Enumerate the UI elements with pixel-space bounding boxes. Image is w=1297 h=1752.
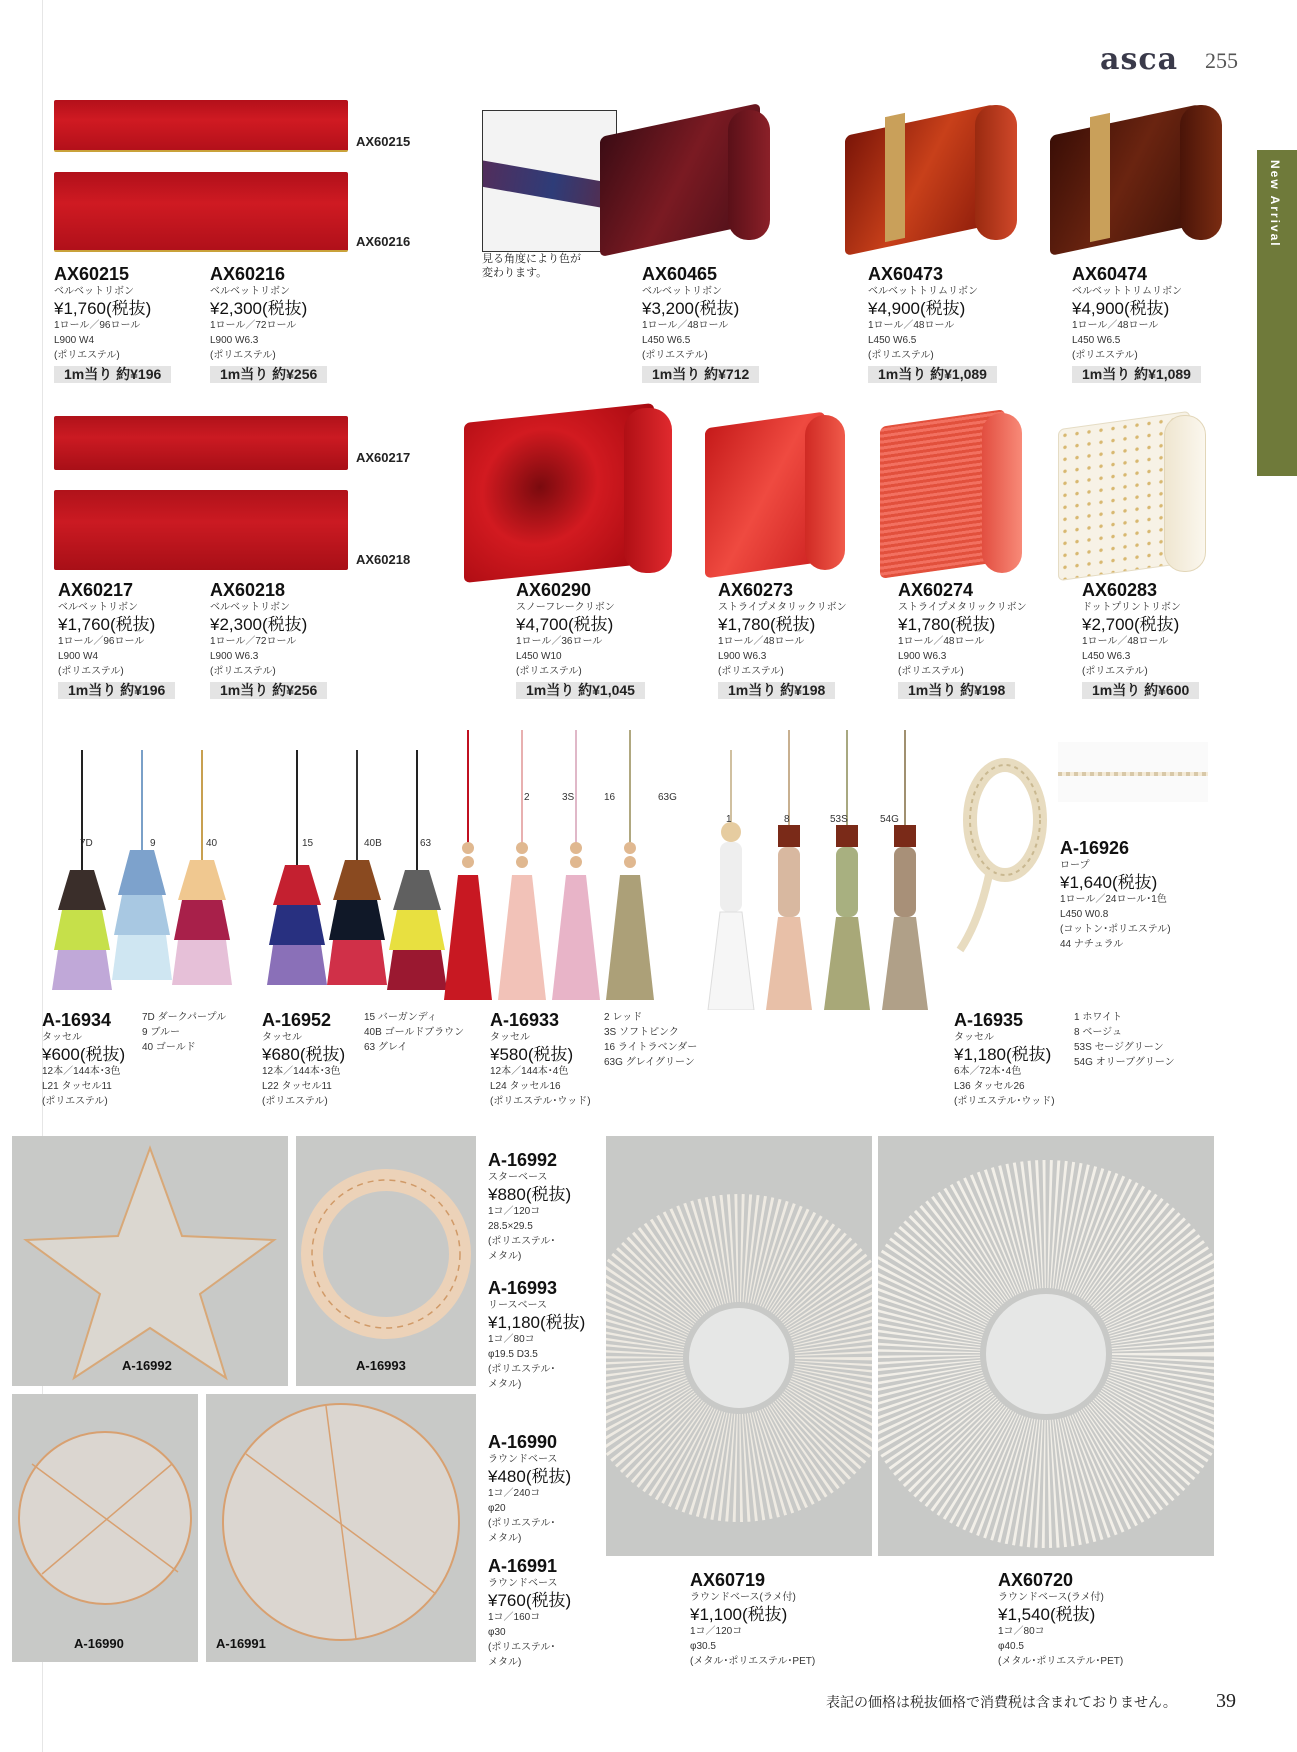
product-code: A-16926 [1060, 838, 1130, 858]
tassel-a16935-beige [766, 730, 812, 1010]
product-size: L450 W6.5 [868, 335, 917, 346]
legend-row [142, 1040, 226, 1055]
brand-logo: asca [1100, 42, 1179, 77]
photo-label: A-16990 [74, 1636, 124, 1651]
tassel-a16952-grey [387, 750, 447, 990]
ribbon-label: AX60216 [356, 234, 411, 249]
product-qty: 1ロール／96ロール [58, 636, 145, 647]
ribbon-photo-ax60217 [54, 416, 348, 470]
round20-base-graphic [12, 1394, 198, 1662]
legend-row [604, 1025, 697, 1040]
product-name: ベルベットリボン [210, 602, 290, 613]
product-material: メタル) [488, 1533, 522, 1544]
tassel-tag: 7D [80, 838, 93, 849]
unit-price: 1m当り 約¥196 [58, 682, 175, 699]
legend-label: ホワイト [1082, 1012, 1123, 1023]
product-ax60474 [1072, 264, 1201, 384]
legend-row [1074, 1010, 1175, 1025]
color-number: 44 [1060, 939, 1072, 950]
product-qty: 1ロール／48ロール [868, 320, 955, 331]
product-qty: 1コ／160コ [488, 1612, 541, 1623]
color-legend-a16952 [364, 1010, 464, 1055]
product-size: L900 W4 [58, 651, 99, 662]
tassel-tag: 63G [658, 792, 677, 803]
side-tab [1257, 150, 1297, 476]
product-ax60719 [690, 1570, 815, 1669]
product-price: ¥4,900(税抜) [868, 299, 966, 318]
product-material: (ポリエステル) [210, 666, 276, 677]
legend-row [364, 1025, 464, 1040]
rope-detail-inset [1058, 742, 1208, 802]
product-ax60217 [58, 580, 175, 700]
legend-label: ゴールドブラウン [384, 1027, 465, 1038]
product-name: ベルベットリボン [642, 286, 722, 297]
product-size: L450 W10 [516, 651, 562, 662]
product-code: AX60217 [58, 580, 134, 600]
product-ax60473 [868, 264, 997, 384]
product-qty: 12本／144本･3色 [42, 1066, 121, 1077]
tassel-a16935-white [708, 750, 754, 1010]
product-code: A-16934 [42, 1010, 112, 1030]
product-code: AX60274 [898, 580, 974, 600]
product-price: ¥1,760(税抜) [58, 615, 156, 634]
product-ax60274 [898, 580, 1027, 700]
product-qty: 1コ／120コ [690, 1626, 743, 1637]
legend-row [364, 1010, 464, 1025]
round30-base-graphic [206, 1394, 476, 1662]
product-a16952 [262, 1010, 345, 1109]
ribbon-label: AX60218 [356, 552, 411, 567]
product-name: ストライプメタリックリボン [898, 602, 1027, 613]
product-name: ラウンドベース(ラメ付) [690, 1592, 796, 1603]
legend-num: 2 [604, 1012, 610, 1023]
legend-label: グレイ [377, 1042, 408, 1053]
product-name: タッセル [42, 1032, 82, 1043]
product-material: (ポリエステル) [262, 1096, 328, 1107]
photo-lame-base-30 [606, 1136, 872, 1556]
product-price: ¥2,300(税抜) [210, 615, 308, 634]
product-qty: 1ロール／72ロール [210, 320, 297, 331]
product-price: ¥580(税抜) [490, 1045, 574, 1064]
product-qty: 1コ／80コ [998, 1626, 1045, 1637]
unit-price: 1m当り 約¥1,089 [868, 366, 997, 383]
product-name: ドットプリントリボン [1082, 602, 1181, 613]
product-material: メタル) [488, 1379, 522, 1390]
legend-num: 8 [1074, 1027, 1080, 1038]
product-name: ベルベットリボン [54, 286, 134, 297]
tassel-a16935-sage [824, 730, 870, 1010]
product-material: (ポリエステル･ [488, 1518, 556, 1529]
ribbon-detail-swatch [482, 158, 617, 215]
tassel-tag: 63 [420, 838, 432, 849]
color-note [482, 252, 581, 280]
product-material: (ポリエステル) [1072, 350, 1138, 361]
color-note-line: 変わります。 [482, 267, 548, 279]
product-size: L900 W6.3 [210, 335, 259, 346]
color-legend-a16934 [142, 1010, 226, 1055]
product-price: ¥760(税抜) [488, 1591, 572, 1610]
legend-label: ゴールド [155, 1042, 196, 1053]
photo-star-base [12, 1136, 288, 1386]
product-code: AX60290 [516, 580, 592, 600]
legend-row [142, 1025, 226, 1040]
product-name: ベルベットリボン [210, 286, 290, 297]
product-qty: 1ロール／24ロール･1色 [1060, 894, 1167, 905]
product-code: A-16991 [488, 1556, 558, 1576]
legend-row [364, 1040, 464, 1055]
unit-price: 1m当り 約¥256 [210, 682, 327, 699]
product-a16992 [488, 1150, 571, 1264]
tassel-tag: 16 [604, 792, 616, 803]
tassel-photos [40, 730, 980, 1010]
legend-num: 1 [1074, 1012, 1080, 1023]
product-name: スターベース [488, 1172, 548, 1183]
legend-row [604, 1055, 697, 1070]
product-size: L900 W6.3 [210, 651, 259, 662]
tassel-tag: 1 [726, 814, 732, 825]
ribbon-roll-ax60274 [880, 408, 1020, 576]
product-material: (ポリエステル) [718, 666, 784, 677]
product-price: ¥1,180(税抜) [954, 1045, 1052, 1064]
legend-num: 54G [1074, 1057, 1093, 1068]
product-size: L450 W6.5 [1072, 335, 1121, 346]
product-material: (ポリエステル･ウッド) [490, 1096, 591, 1107]
product-qty: 6本／72本･4色 [954, 1066, 1022, 1077]
wreath-base-graphic [296, 1136, 476, 1386]
product-a16935 [954, 1010, 1055, 1109]
star-base-graphic [12, 1136, 288, 1386]
legend-num: 7D [142, 1012, 155, 1023]
product-price: ¥3,200(税抜) [642, 299, 740, 318]
ribbon-label: AX60215 [356, 134, 411, 149]
product-price: ¥600(税抜) [42, 1045, 126, 1064]
product-price: ¥1,640(税抜) [1060, 873, 1158, 892]
tassel-tag: 15 [302, 838, 314, 849]
product-a16991 [488, 1556, 571, 1670]
product-material: (メタル･ポリエステル･PET) [998, 1656, 1124, 1667]
ribbon-roll-ax60273 [705, 410, 845, 575]
ribbon-roll-ax60290 [464, 408, 674, 578]
tassel-a16933-lavender [552, 730, 600, 1000]
product-material: (ポリエステル) [898, 666, 964, 677]
product-code: A-16992 [488, 1150, 558, 1170]
legend-num: 40B [364, 1027, 382, 1038]
product-size: L36 タッセル26 [954, 1081, 1025, 1092]
tassel-a16933-pink [498, 730, 546, 1000]
ribbon-roll-ax60473 [845, 95, 1020, 250]
legend-num: 9 [142, 1027, 148, 1038]
product-size: φ30 [488, 1627, 506, 1638]
product-qty: 1ロール／48ロール [898, 636, 985, 647]
legend-label: ダークパープル [157, 1012, 227, 1023]
product-name: ベルベットトリムリボン [1072, 286, 1182, 297]
product-name: ラウンドベース [488, 1454, 558, 1465]
product-ax60218 [210, 580, 327, 700]
product-code: AX60720 [998, 1570, 1074, 1590]
product-size: φ20 [488, 1503, 506, 1514]
product-price: ¥2,300(税抜) [210, 299, 308, 318]
product-qty: 1ロール／48ロール [718, 636, 805, 647]
tassel-tag: 40 [206, 838, 218, 849]
product-a16933 [490, 1010, 591, 1109]
product-material: (ポリエステル) [58, 666, 124, 677]
product-code: AX60215 [54, 264, 130, 284]
product-price: ¥4,700(税抜) [516, 615, 614, 634]
tassel-tag: 3S [562, 792, 575, 803]
product-qty: 1ロール／72ロール [210, 636, 297, 647]
product-name: ロープ [1060, 860, 1090, 871]
photo-label: A-16993 [356, 1358, 406, 1373]
product-material: (ポリエステル) [642, 350, 708, 361]
product-price: ¥4,900(税抜) [1072, 299, 1170, 318]
legend-label: ソフトピンク [619, 1027, 679, 1038]
product-size: φ40.5 [998, 1641, 1024, 1652]
product-material: メタル) [488, 1251, 522, 1262]
product-code: AX60283 [1082, 580, 1158, 600]
product-qty: 1ロール／96ロール [54, 320, 141, 331]
product-ax60283 [1082, 580, 1199, 700]
product-size: L450 W0.8 [1060, 909, 1109, 920]
tassel-a16952-burgundy [267, 750, 327, 985]
product-material: (ポリエステル･ [488, 1236, 556, 1247]
product-code: A-16933 [490, 1010, 560, 1030]
product-code: AX60473 [868, 264, 944, 284]
rope-spool-photo [950, 750, 1060, 960]
ribbon-roll-ax60283 [1058, 410, 1203, 575]
product-qty: 1ロール／36ロール [516, 636, 603, 647]
product-material: (コットン･ポリエステル) [1060, 924, 1171, 935]
product-material: (ポリエステル) [868, 350, 934, 361]
legend-num: 15 [364, 1012, 376, 1023]
product-price: ¥1,100(税抜) [690, 1605, 788, 1624]
product-name: タッセル [954, 1032, 994, 1043]
ribbon-label: AX60217 [356, 450, 411, 465]
product-ax60273 [718, 580, 847, 700]
unit-price: 1m当り 約¥712 [642, 366, 759, 383]
color-legend-a16933 [604, 1010, 697, 1070]
product-code: A-16990 [488, 1432, 558, 1452]
product-qty: 1ロール／48ロール [1072, 320, 1159, 331]
tassel-tag: 2 [524, 792, 530, 803]
product-code: A-16935 [954, 1010, 1024, 1030]
product-name: ラウンドベース(ラメ付) [998, 1592, 1104, 1603]
product-size: L22 タッセル11 [262, 1081, 332, 1092]
legend-row [604, 1010, 697, 1025]
page-number-bottom: 39 [1216, 1690, 1236, 1712]
product-size: L900 W6.3 [898, 651, 947, 662]
unit-price: 1m当り 約¥198 [898, 682, 1015, 699]
legend-num: 53S [1074, 1042, 1092, 1053]
product-qty: 1ロール／48ロール [1082, 636, 1169, 647]
tassel-tag: 53S [830, 814, 848, 825]
ribbon-photo-ax60216 [54, 172, 348, 252]
legend-label: ブルー [150, 1027, 180, 1038]
product-name: タッセル [262, 1032, 302, 1043]
legend-num: 40 [142, 1042, 154, 1053]
tassel-a16934-dark [52, 750, 112, 990]
product-code: AX60216 [210, 264, 286, 284]
product-price: ¥2,700(税抜) [1082, 615, 1180, 634]
tax-note: 表記の価格は税抜価格で消費税は含まれておりません。 [826, 1694, 1177, 1710]
product-qty: 1ロール／48ロール [642, 320, 729, 331]
product-size: 28.5×29.5 [488, 1221, 533, 1232]
product-ax60290 [516, 580, 645, 700]
legend-num: 3S [604, 1027, 617, 1038]
product-name: タッセル [490, 1032, 530, 1043]
product-a16990 [488, 1432, 571, 1546]
product-material: (ポリエステル) [516, 666, 582, 677]
rope-color [1060, 937, 1171, 952]
product-material: (ポリエステル･ [488, 1364, 556, 1375]
legend-label: ライトラベンダー [617, 1042, 698, 1053]
product-price: ¥1,180(税抜) [488, 1313, 586, 1332]
product-a16934 [42, 1010, 125, 1109]
tassel-tag: 40B [364, 838, 382, 849]
product-material: (ポリエステル) [54, 350, 120, 361]
product-qty: 1コ／80コ [488, 1334, 535, 1345]
product-name: ベルベットリボン [58, 602, 138, 613]
product-material: (ポリエステル) [210, 350, 276, 361]
legend-label: レッド [612, 1012, 643, 1023]
product-price: ¥1,760(税抜) [54, 299, 152, 318]
product-code: A-16952 [262, 1010, 332, 1030]
product-ax60465 [642, 264, 759, 384]
product-material: (ポリエステル) [1082, 666, 1148, 677]
ribbon-photo-ax60215 [54, 100, 348, 152]
product-name: スノーフレークリボン [516, 602, 615, 613]
legend-label: オリーブグリーン [1095, 1057, 1175, 1068]
ribbon-roll-ax60465 [600, 100, 775, 250]
tassel-a16934-gold [172, 750, 232, 985]
product-qty: 12本／144本･4色 [490, 1066, 569, 1077]
tassel-a16933-grey-green [606, 730, 654, 1000]
color-legend-a16935 [1074, 1010, 1175, 1070]
product-price: ¥1,540(税抜) [998, 1605, 1096, 1624]
product-name: ストライプメタリックリボン [718, 602, 847, 613]
product-size: L900 W4 [54, 335, 95, 346]
legend-label: グレイグリーン [625, 1057, 695, 1068]
tassel-tag: 54G [880, 814, 899, 825]
side-tab-label: New Arrival [1268, 160, 1282, 248]
tassel-a16933-red [444, 730, 492, 1000]
photo-wreath-base [296, 1136, 476, 1386]
unit-price: 1m当り 約¥600 [1082, 682, 1199, 699]
product-size: L21 タッセル11 [42, 1081, 112, 1092]
product-size: φ30.5 [690, 1641, 716, 1652]
product-name: リースベース [488, 1300, 547, 1311]
photo-lame-base-40 [878, 1136, 1214, 1556]
product-material: (ポリエステル･ [488, 1642, 556, 1653]
photo-label: A-16991 [216, 1636, 266, 1651]
legend-row [1074, 1055, 1175, 1070]
product-name: ベルベットトリムリボン [868, 286, 978, 297]
product-material: メタル) [488, 1657, 522, 1668]
ribbon-detail-inset [482, 110, 617, 252]
photo-round-base-20 [12, 1394, 198, 1662]
product-qty: 1コ／120コ [488, 1206, 541, 1217]
tassel-a16935-olive [882, 730, 928, 1010]
legend-row [142, 1010, 226, 1025]
legend-num: 16 [604, 1042, 616, 1053]
unit-price: 1m当り 約¥198 [718, 682, 835, 699]
product-size: L450 W6.5 [642, 335, 691, 346]
product-material: (ポリエステル･ウッド) [954, 1096, 1055, 1107]
product-size: φ19.5 D3.5 [488, 1349, 538, 1360]
product-price: ¥480(税抜) [488, 1467, 572, 1486]
legend-num: 63 [364, 1042, 376, 1053]
unit-price: 1m当り 約¥1,045 [516, 682, 645, 699]
product-material: (メタル･ポリエステル･PET) [690, 1656, 816, 1667]
product-ax60215 [54, 264, 171, 384]
legend-row [1074, 1040, 1175, 1055]
legend-label: ベージュ [1082, 1027, 1122, 1038]
tassel-a16934-blue [112, 750, 172, 980]
tassel-tag: 8 [784, 814, 790, 825]
legend-row [1074, 1025, 1175, 1040]
color-note-line: 見る角度により色が [482, 253, 581, 265]
unit-price: 1m当り 約¥256 [210, 366, 327, 383]
product-a16926 [1060, 838, 1171, 952]
tassel-a16952-gold-brown [327, 750, 387, 985]
product-size: L450 W6.3 [1082, 651, 1131, 662]
unit-price: 1m当り 約¥1,089 [1072, 366, 1201, 383]
legend-num: 63G [604, 1057, 623, 1068]
product-ax60720 [998, 1570, 1123, 1669]
photo-label: A-16992 [122, 1358, 172, 1373]
product-code: AX60465 [642, 264, 718, 284]
product-code: AX60719 [690, 1570, 766, 1590]
product-qty: 1コ／240コ [488, 1488, 541, 1499]
product-price: ¥1,780(税抜) [898, 615, 996, 634]
product-size: L900 W6.3 [718, 651, 767, 662]
product-code: A-16993 [488, 1278, 558, 1298]
product-size: L24 タッセル16 [490, 1081, 561, 1092]
unit-price: 1m当り 約¥196 [54, 366, 171, 383]
lame-base-30-graphic [606, 1136, 872, 1556]
legend-row [604, 1040, 697, 1055]
photo-round-base-30 [206, 1394, 476, 1662]
product-code: AX60474 [1072, 264, 1148, 284]
product-material: (ポリエステル) [42, 1096, 108, 1107]
product-name: ラウンドベース [488, 1578, 558, 1589]
legend-label: バーガンディ [377, 1012, 437, 1023]
ribbon-roll-ax60474 [1050, 95, 1225, 250]
product-price: ¥680(税抜) [262, 1045, 346, 1064]
tassel-tag: 9 [150, 838, 156, 849]
legend-label: セージグリーン [1094, 1042, 1164, 1053]
product-qty: 12本／144本･3色 [262, 1066, 341, 1077]
lame-base-40-graphic [878, 1136, 1214, 1556]
product-code: AX60218 [210, 580, 286, 600]
product-ax60216 [210, 264, 327, 384]
page-number-top: 255 [1205, 48, 1238, 73]
product-price: ¥1,780(税抜) [718, 615, 816, 634]
ribbon-photo-ax60218 [54, 490, 348, 570]
color-label: ナチュラル [1073, 939, 1124, 950]
product-a16993 [488, 1278, 585, 1392]
product-code: AX60273 [718, 580, 794, 600]
product-price: ¥880(税抜) [488, 1185, 572, 1204]
